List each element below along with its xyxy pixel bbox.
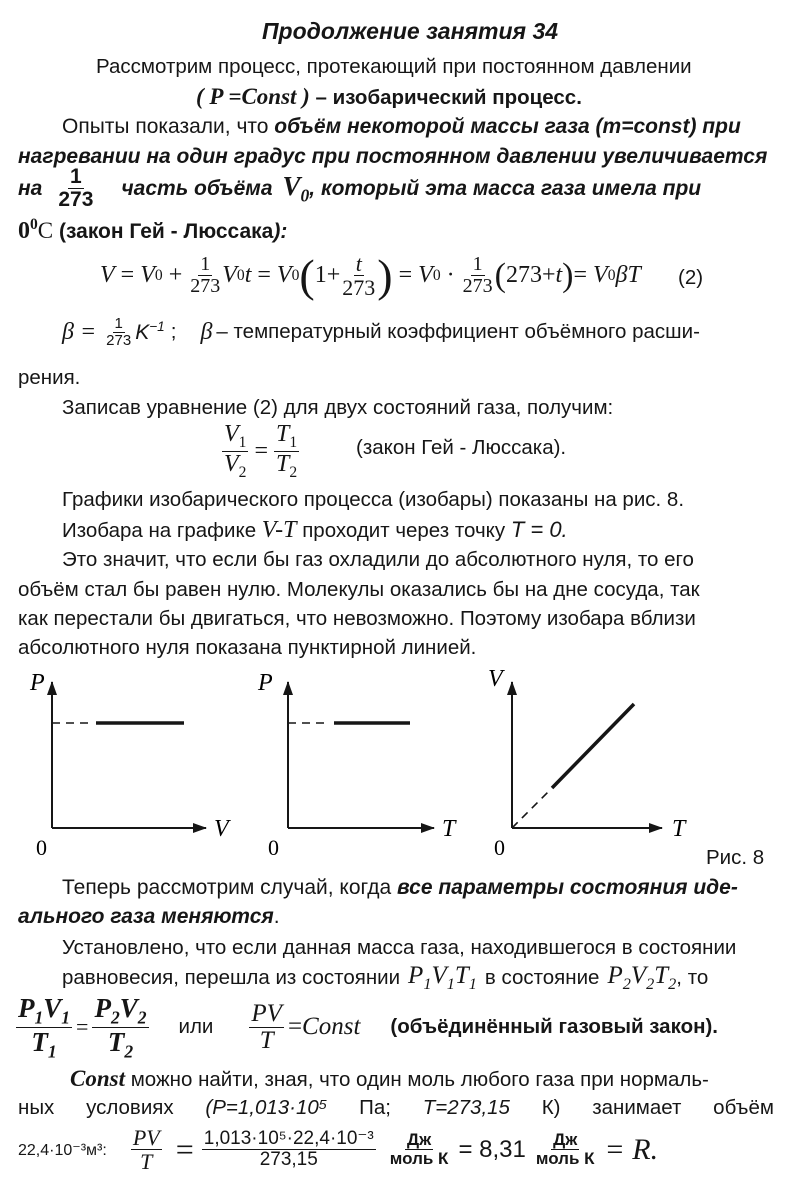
pv-over-t: $\frac{PV}{T}$: [251, 999, 282, 1054]
graph-p-v: [29, 670, 231, 860]
p1-na: на: [18, 176, 43, 200]
gay-lussac-ratio: $\frac{V_1}{V_2}$ = $\frac{T_1}{T_2}$: [224, 421, 298, 481]
beta-desc-2: рения.: [18, 366, 81, 389]
p3: Графики изобарического процесса (изобары) показаны на рис. 8.: [62, 488, 685, 511]
graph3-y-label: V: [488, 666, 503, 692]
graph3-isobar: [552, 704, 634, 788]
final-value: = 8,31: [458, 1135, 526, 1163]
state1: $P_1V_1T_1$: [408, 962, 477, 993]
p1-fraction: [56, 166, 95, 211]
p6-bold-2: ального газа меняются: [18, 905, 274, 928]
p1-law: (закон Гей - Люссака: [58, 220, 274, 243]
p8-line1: Const можно найти, зная, что один моль любого газа при нормаль-: [70, 1066, 709, 1091]
beta-desc: – температурный коэффициент объёмного расши-: [216, 320, 700, 344]
graph2-x-label: T: [442, 816, 456, 842]
graph-p-t: [257, 670, 457, 860]
p1-line3: [18, 166, 778, 211]
p1-law-end: ):: [273, 220, 288, 243]
p1-tail: , который эта масса газа имела при: [309, 176, 702, 200]
figure-caption: Рис. 8: [706, 846, 765, 869]
graph2-origin: 0: [268, 835, 279, 860]
p8-line2: ных условиях (P=1,013·10⁵ Па; T=273,15 К) занимает объём: [18, 1096, 774, 1119]
page-title: Продолжение занятия 34: [262, 18, 559, 44]
graph3-origin: 0: [494, 835, 505, 860]
p1-b: объём некоторой массы газа (: [274, 115, 603, 138]
p2: Записав уравнение (2) для двух состояний газа, получим:: [62, 396, 614, 419]
beta-symbol-2: β: [200, 318, 213, 345]
final-r: = R.: [604, 1132, 659, 1166]
p1-temp-unit: С: [37, 218, 54, 243]
final-unit-1: $\frac{Дж}{\text{моль К}}$: [389, 1130, 449, 1169]
final-unit-2: $\frac{Дж}{\text{моль К}}$: [535, 1130, 595, 1169]
p5-line4: абсолютного нуля показана пунктирной линией.: [18, 636, 477, 659]
p1-line2: нагревании на один градус при постоянном давлении увеличивается: [18, 145, 768, 168]
or-label: или: [178, 1015, 214, 1039]
p4-vt: V-T: [261, 517, 297, 543]
p1-v0: $V_0$: [282, 170, 310, 206]
p5-line2: объём стал бы равен нулю. Молекулы оказались бы на дне сосуда, так: [18, 578, 700, 601]
p5-line3: как перестали бы двигаться, что невозможно. Поэтому изобара вблизи: [18, 607, 696, 630]
p4: Изобара на графике V-T проходит через точку T = 0.: [62, 517, 568, 543]
p5-line1: Это значит, что если бы газ охладили до абсолютного нуля, то его: [62, 548, 694, 571]
p6-line2: ального газа меняются.: [18, 905, 280, 928]
molar-volume: 22,4·10⁻³м³:: [18, 1141, 107, 1159]
p1-temp: $0^0$: [18, 216, 38, 244]
beta-sep: ;: [170, 320, 177, 344]
equation-2: V = V 0 + $\frac{1}{273}$ V 0 t = V 0 ( 1+ $\frac{t}{273}$ ) = V 0 · $\frac{1}{273}$ ( 273+ t ) = V 0 βT: [100, 249, 641, 301]
p1-d: ) при: [689, 115, 741, 138]
p6-bold: все параметры состояния иде-: [397, 876, 738, 899]
beta-line: [62, 316, 774, 349]
final-fraction: $\frac{\text{1,013·10⁵·22,4·10⁻³}}{273,15}$: [203, 1128, 374, 1171]
intro-formula: ( P =Const ): [196, 84, 310, 109]
p1-mid: часть объёма: [121, 176, 273, 200]
graph1-origin: 0: [36, 835, 47, 860]
intro-formula-line: [196, 84, 582, 110]
figure-8: [0, 660, 793, 860]
graph2-y-label: P: [258, 670, 273, 696]
beta-symbol: β =: [62, 318, 97, 345]
state2: $P_2V_2T_2$: [607, 962, 677, 993]
p7-line1: Установлено, что если данная масса газа, находившегося в состоянии: [62, 936, 737, 959]
const-word: Const: [70, 1066, 125, 1091]
combined-law-row: $\frac{P_1V_1}{T_1}$ = $\frac{P_2V_2}{T_2}$ или $\frac{PV}{T}$ =Const (объёдинённый газовый закон).: [18, 993, 718, 1062]
graph3-dashed-guide: [512, 790, 550, 828]
p1-frac-num: 1: [70, 165, 82, 188]
p4-t0: T = 0.: [510, 517, 568, 542]
gl-law-label: (закон Гей - Люссака).: [356, 436, 567, 459]
p1-line1: [62, 115, 776, 139]
beta-kelvin: $K^{-1}$: [135, 319, 165, 345]
graph3-x-label: T: [672, 816, 686, 842]
combined-frac-2: $\frac{P_2V_2}{T_2}$: [94, 993, 147, 1062]
p7-line2: равновесия, перешла из состоянии $P_1V_1T_1$ в состояние $P_2V_2T_2$ , то: [62, 962, 709, 993]
final-pv-over-t: $\frac{PV}{T}$: [132, 1125, 160, 1175]
combined-frac-1: $\frac{P_1V_1}{T_1}$: [18, 993, 71, 1062]
p1-a: Опыты показали, что: [62, 115, 269, 138]
p6-line1: Теперь рассмотрим случай, когда все параметры состояния иде-: [62, 876, 738, 899]
p1-c: m=const: [602, 115, 690, 138]
graph1-x-label: V: [214, 816, 229, 842]
p1-frac-den: 273: [58, 188, 94, 212]
beta-fraction: $\frac{1}{273}$: [106, 315, 132, 349]
p1-line4: [18, 216, 287, 245]
intro-tail: – изобарический процесс.: [315, 86, 582, 109]
graph-v-t: [488, 666, 687, 860]
graph1-y-label: P: [30, 670, 45, 696]
combined-law-label: (объёдинённый газовый закон).: [390, 1015, 718, 1039]
final-formula-row: 22,4·10⁻³м³: $\frac{PV}{T}$ = $\frac{\text{1,013·10⁵·22,4·10⁻³}}{273,15}$ $\frac{Дж}{\text{моль К}}$ = 8,31 $\frac{Дж}{\text{моль К}}$ = R.: [18, 1125, 659, 1175]
intro-line: Рассмотрим процесс, протекающий при постоянном давлении: [96, 55, 692, 78]
equation-2-label: (2): [678, 266, 704, 289]
